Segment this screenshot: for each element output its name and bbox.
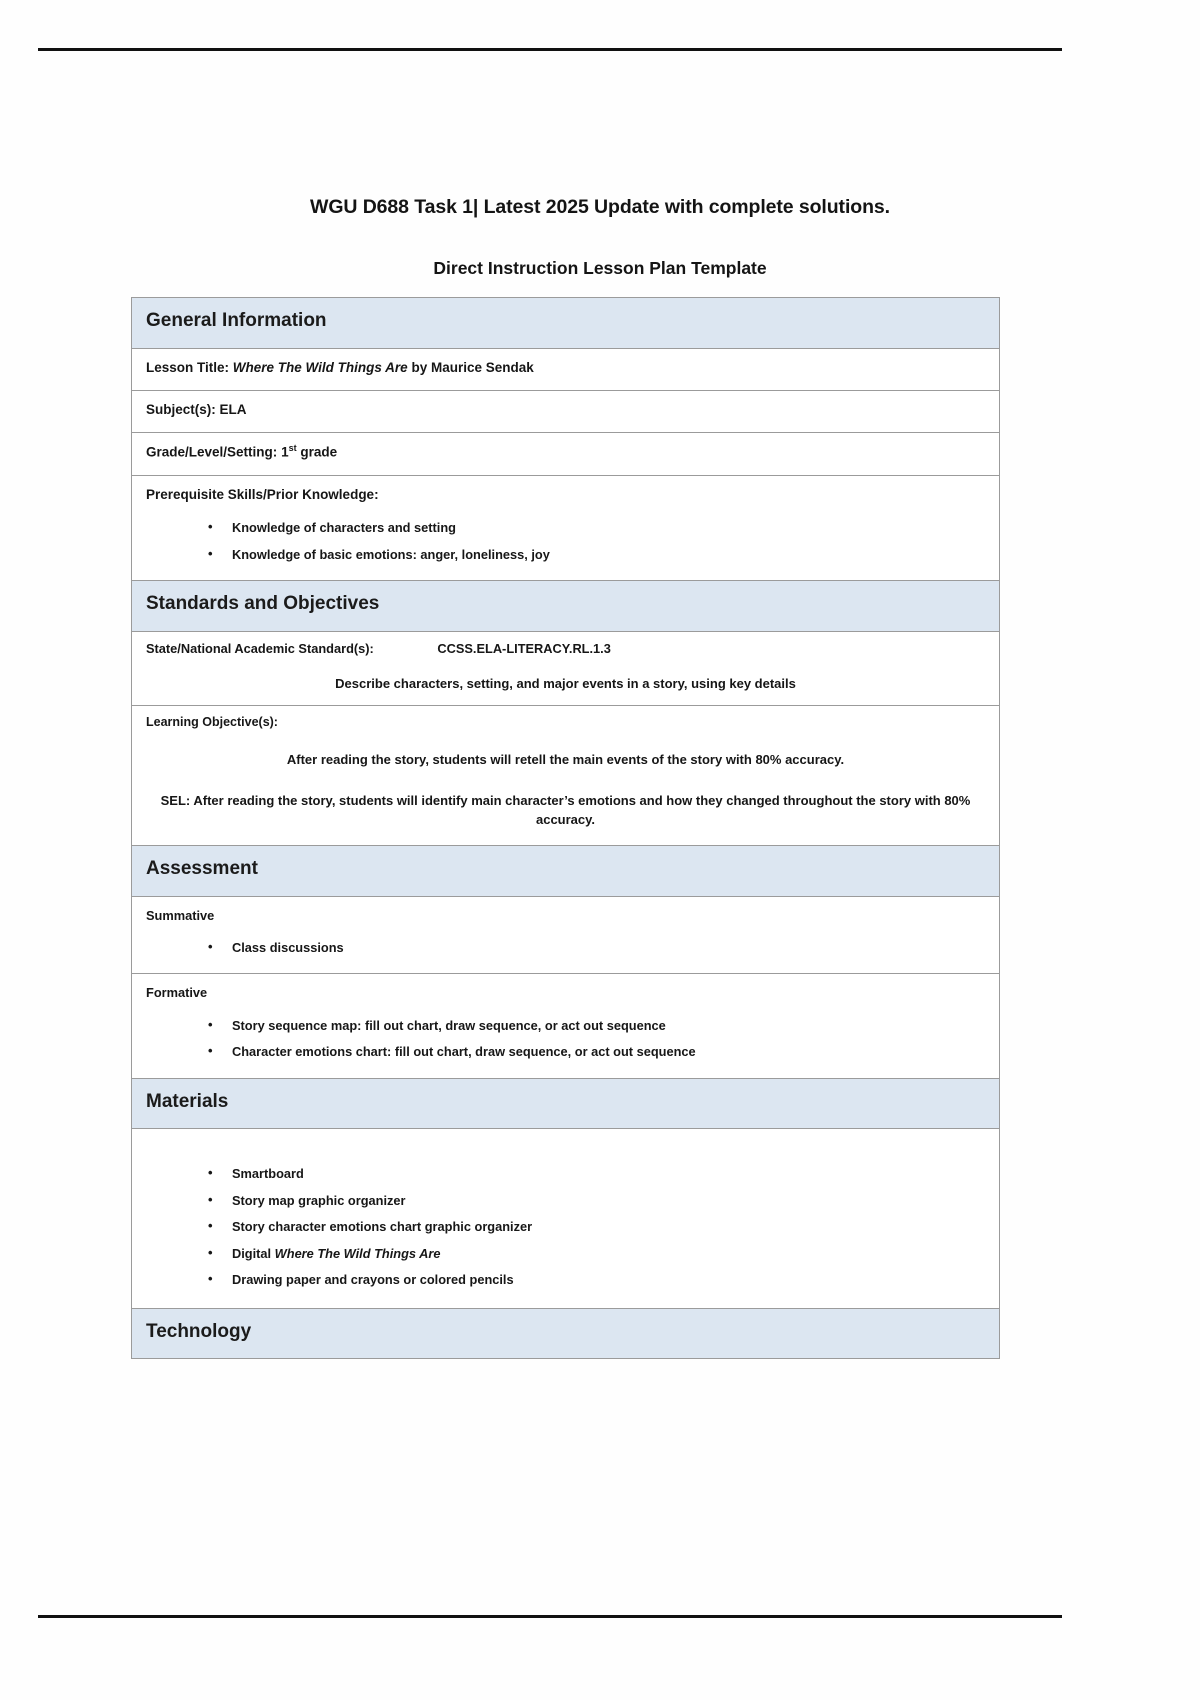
standard-code: CCSS.ELA-LITERACY.RL.1.3 bbox=[437, 640, 611, 656]
section-header-assessment bbox=[132, 846, 999, 897]
summative-label: Summative bbox=[146, 907, 215, 923]
list-item: • Knowledge of characters and setting bbox=[208, 519, 985, 538]
lesson-title-book: Where The Wild Things Are bbox=[232, 359, 408, 375]
section-title: Standards and Objectives bbox=[146, 593, 380, 615]
list-item: • Story character emotions chart graphic organizer bbox=[208, 1218, 985, 1237]
learning-objective-label: Learning Objective(s): bbox=[146, 714, 278, 729]
section-header-standards-and-objectives bbox=[132, 581, 999, 632]
lesson-title-author: by Maurice Sendak bbox=[411, 359, 534, 375]
learning-objective-academic: After reading the story, students will retell the main events of the story with 80% accuracy. bbox=[286, 751, 845, 767]
subject-value: ELA bbox=[219, 401, 247, 417]
prerequisite-label: Prerequisite Skills/Prior Knowledge: bbox=[146, 486, 379, 502]
row-academic-standard bbox=[132, 632, 999, 706]
summative-list bbox=[146, 939, 985, 958]
list-item: • Character emotions chart: fill out chart, draw sequence, or act out sequence bbox=[208, 1043, 985, 1062]
list-item: • Class discussions bbox=[208, 939, 985, 958]
page-bottom-rule bbox=[38, 1615, 1062, 1618]
section-title: Assessment bbox=[146, 858, 258, 880]
section-header-general-information bbox=[132, 298, 999, 349]
document-subtitle: Direct Instruction Lesson Plan Template bbox=[433, 258, 767, 278]
row-lesson-title bbox=[132, 349, 999, 391]
lesson-title-field bbox=[146, 358, 985, 378]
grade-number: 1 bbox=[281, 444, 289, 460]
row-summative-assessment bbox=[132, 897, 999, 975]
row-materials-list bbox=[132, 1129, 999, 1309]
document-title: WGU D688 Task 1| Latest 2025 Update with complete solutions. bbox=[310, 196, 890, 218]
page-top-rule bbox=[38, 48, 1062, 51]
row-prerequisite-skills bbox=[132, 476, 999, 581]
section-header-materials bbox=[132, 1079, 999, 1130]
formative-list bbox=[146, 1017, 985, 1062]
grade-label: Grade/Level/Setting: bbox=[146, 444, 278, 460]
section-header-technology bbox=[132, 1309, 999, 1360]
grade-ordinal: st bbox=[288, 443, 297, 453]
list-item: • Story map graphic organizer bbox=[208, 1192, 985, 1211]
standard-label: State/National Academic Standard(s): bbox=[146, 640, 374, 656]
standard-description: Describe characters, setting, and major events in a story, using key details bbox=[335, 675, 796, 691]
row-formative-assessment bbox=[132, 974, 999, 1078]
materials-list bbox=[146, 1165, 985, 1290]
lesson-plan-table bbox=[131, 297, 1000, 1359]
lesson-title-label: Lesson Title: bbox=[146, 359, 230, 375]
list-item: • Knowledge of basic emotions: anger, loneliness, joy bbox=[208, 546, 985, 565]
formative-label: Formative bbox=[146, 985, 208, 1001]
list-item: • Digital Where The Wild Things Are bbox=[208, 1245, 985, 1264]
learning-objective-sel: SEL: After reading the story, students will identify main character’s emotions and how they changed throughout the story with 80% accuracy. bbox=[160, 793, 971, 828]
section-title: General Information bbox=[146, 310, 327, 331]
grade-suffix: grade bbox=[300, 444, 338, 460]
list-item: • Smartboard bbox=[208, 1165, 985, 1184]
list-item: • Drawing paper and crayons or colored pencils bbox=[208, 1271, 985, 1290]
row-grade-level-setting bbox=[132, 433, 999, 476]
grade-field bbox=[146, 442, 985, 463]
list-item: • Story sequence map: fill out chart, draw sequence, or act out sequence bbox=[208, 1017, 985, 1036]
subject-label: Subject(s): bbox=[146, 401, 216, 417]
prerequisite-list bbox=[146, 519, 985, 564]
standard-line bbox=[146, 641, 985, 656]
row-learning-objectives bbox=[132, 706, 999, 847]
section-title: Technology bbox=[146, 1320, 252, 1342]
row-subject bbox=[132, 391, 999, 433]
section-title: Materials bbox=[146, 1090, 229, 1112]
subject-field bbox=[146, 400, 985, 420]
